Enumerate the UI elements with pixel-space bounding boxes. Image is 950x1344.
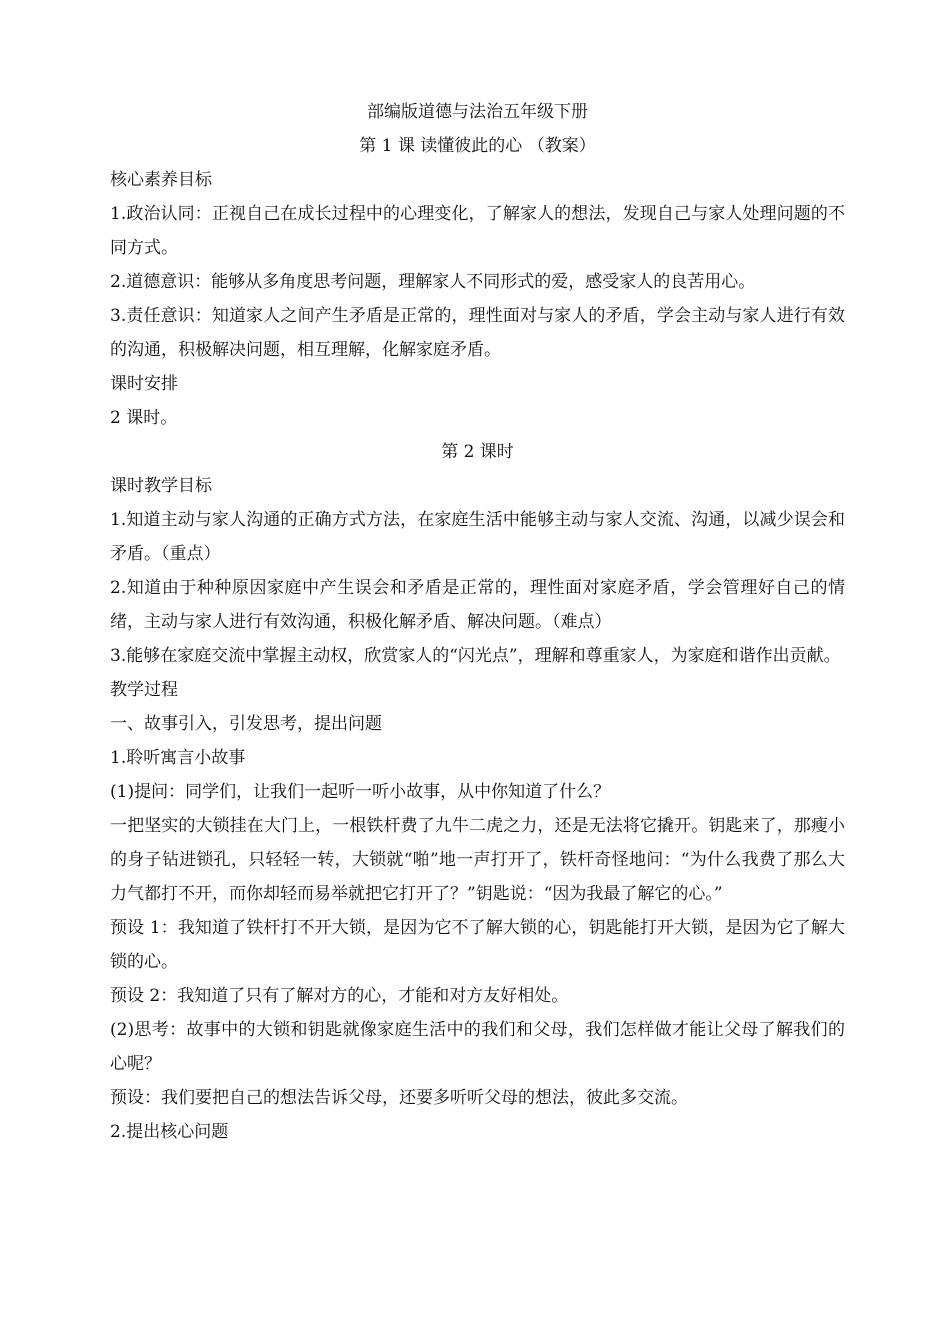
preset-answer: 预设：我们要把自己的想法告诉父母，还要多听听父母的想法，彼此多交流。 [110, 1088, 688, 1108]
document-body [110, 95, 845, 1149]
question-text: (2)思考：故事中的大锁和钥匙就像家庭生活中的我们和父母，我们怎样做才能让父母了解我们的心呢？ [110, 1020, 845, 1074]
section-heading-process: 教学过程 [110, 680, 178, 700]
lesson-title: 第 1 课 读懂彼此的心 （教案） [359, 136, 596, 156]
period-goal-item: 1.知道主动与家人沟通的正确方式方法，在家庭生活中能够主动与家人交流、沟通，以减少误会和矛盾。（重点） [110, 510, 845, 564]
substep-heading: 2.提出核心问题 [110, 1122, 229, 1142]
period-heading: 第 2 课时 [441, 442, 514, 462]
preset-answer: 预设 2：我知道了只有了解对方的心，才能和对方友好相处。 [110, 986, 569, 1006]
substep-heading: 1.聆听寓言小故事 [110, 748, 246, 768]
schedule-text: 2 课时。 [110, 408, 178, 428]
story-text: 一把坚实的大锁挂在大门上，一根铁杆费了九牛二虎之力，还是无法将它撬开。钥匙来了，那瘦小的身子钻进锁孔，只轻轻一转，大锁就“啪”地一声打开了，铁杆奇怪地问：“为什么我费了那么大力气都打不开，而你却轻而易举就把它打开了？”钥匙说：“因为我最了解它的心。” [110, 816, 845, 904]
section-heading-schedule: 课时安排 [110, 374, 178, 394]
question-text: (1)提问：同学们，让我们一起听一听小故事，从中你知道了什么？ [110, 782, 611, 802]
doc-title: 部编版道德与法治五年级下册 [367, 102, 588, 122]
goal-item: 1.政治认同：正视自己在成长过程中的心理变化，了解家人的想法，发现自己与家人处理问题的不同方式。 [110, 204, 845, 258]
goal-item: 3.责任意识：知道家人之间产生矛盾是正常的，理性面对与家人的矛盾，学会主动与家人进行有效的沟通，积极解决问题，相互理解，化解家庭矛盾。 [110, 306, 845, 360]
period-goal-item: 2.知道由于种种原因家庭中产生误会和矛盾是正常的，理性面对家庭矛盾，学会管理好自己的情绪，主动与家人进行有效沟通，积极化解矛盾、解决问题。（难点） [110, 578, 845, 632]
goal-item: 2.道德意识：能够从多角度思考问题，理解家人不同形式的爱，感受家人的良苦用心。 [110, 272, 756, 292]
section-heading-goals: 核心素养目标 [110, 170, 212, 190]
period-goal-item: 3.能够在家庭交流中掌握主动权，欣赏家人的“闪光点”，理解和尊重家人，为家庭和谐作出贡献。 [110, 646, 841, 666]
section-heading-period-goals: 课时教学目标 [110, 476, 212, 496]
preset-answer: 预设 1：我知道了铁杆打不开大锁，是因为它不了解大锁的心，钥匙能打开大锁，是因为它了解大锁的心。 [110, 918, 845, 972]
step-heading: 一、故事引入，引发思考，提出问题 [110, 714, 382, 734]
